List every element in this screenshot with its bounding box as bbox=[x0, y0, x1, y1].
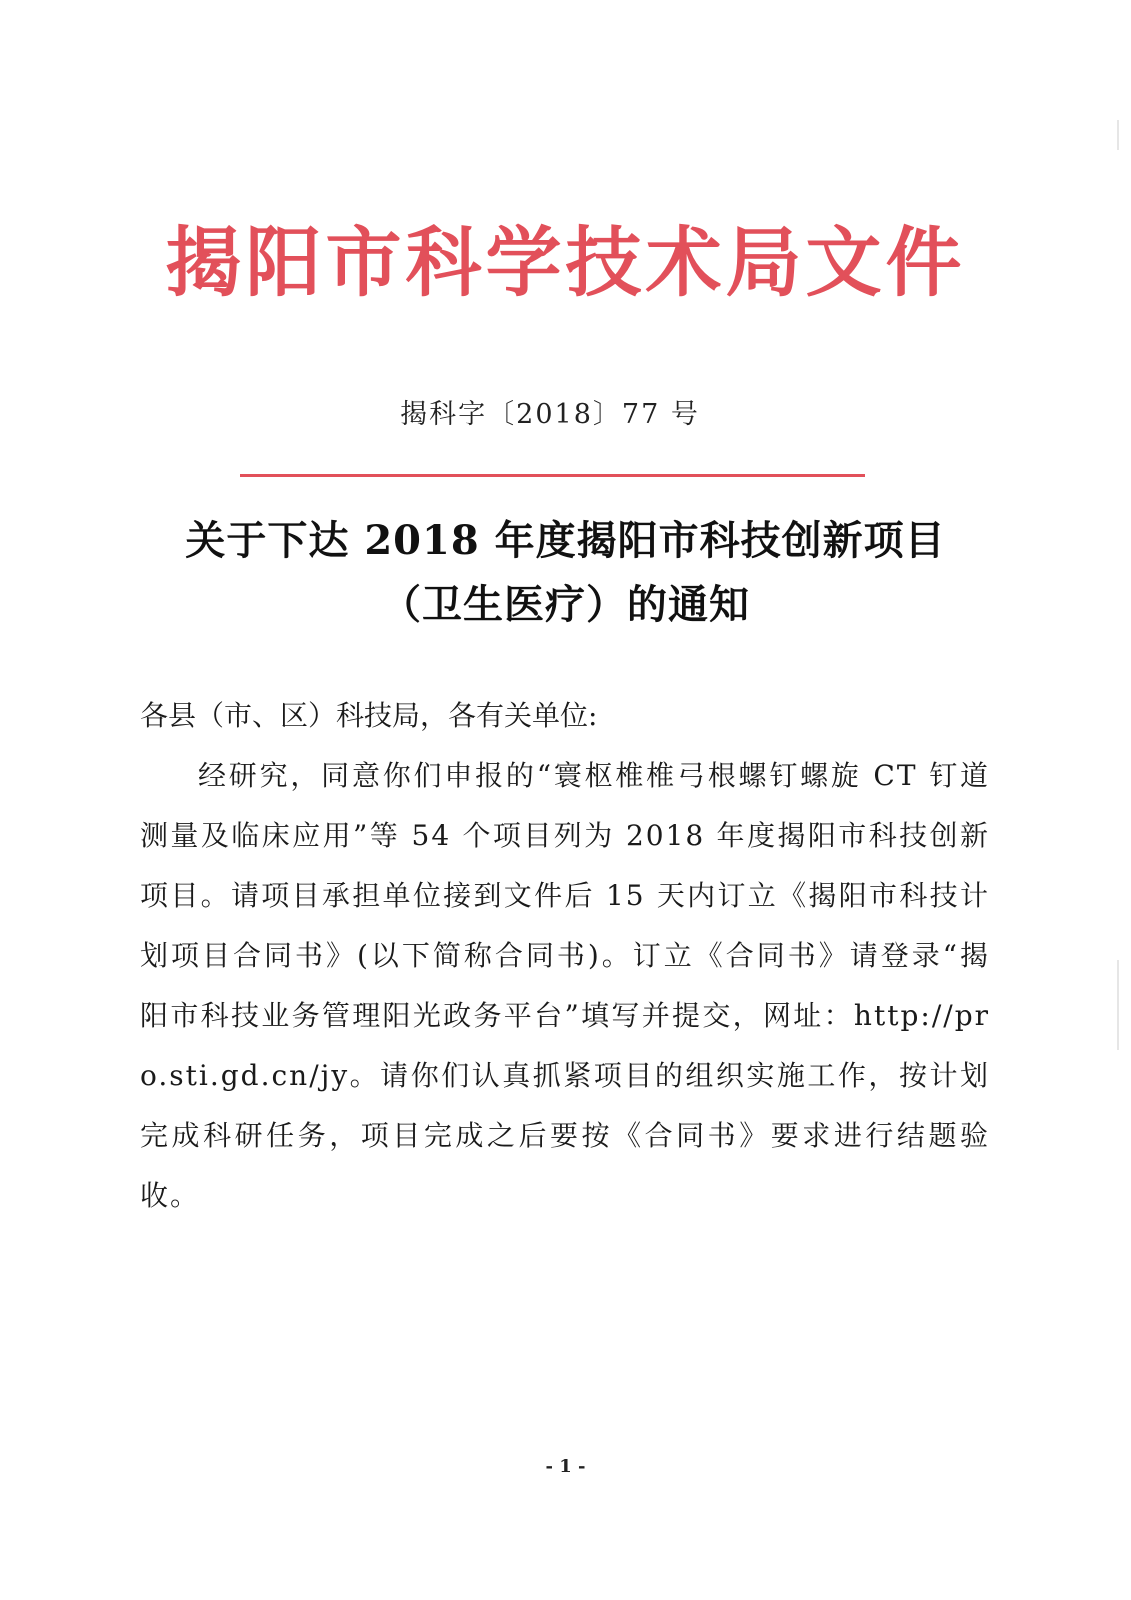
notice-title-line-2: （卫生医疗）的通知 bbox=[381, 581, 750, 628]
red-divider-rule bbox=[240, 474, 865, 477]
salutation: 各县（市、区）科技局，各有关单位: bbox=[140, 699, 598, 732]
body-paragraph: 经研究，同意你们申报的“寰枢椎椎弓根螺钉螺旋 CT 钉道测量及临床应用”等 54 个项目列为 2018 年度揭阳市科技创新项目。请项目承担单位接到文件后 15 天内订立《揭阳市科技计划项目合同书》(以下简称合同书)。订立《合同书》请登录“揭阳市科技业务管理阳光政务平台”填写并提交，网址：http://pro.sti.gd.cn/jy。请你们认真抓紧项目的组织实施工作，按计划完成科研任务，项目完成之后要按《合同书》要求进行结题验收。 bbox=[140, 759, 990, 1212]
scan-edge-mark bbox=[1117, 120, 1119, 150]
masthead-title: 揭阳市科学技术局文件 bbox=[165, 218, 966, 307]
scan-edge-mark bbox=[1117, 960, 1119, 1050]
page-number: - 1 - bbox=[545, 1456, 586, 1477]
document-number: 揭科字〔2018〕77 号 bbox=[400, 399, 700, 430]
notice-title-line-1: 关于下达 2018 年度揭阳市科技创新项目 bbox=[185, 517, 946, 564]
